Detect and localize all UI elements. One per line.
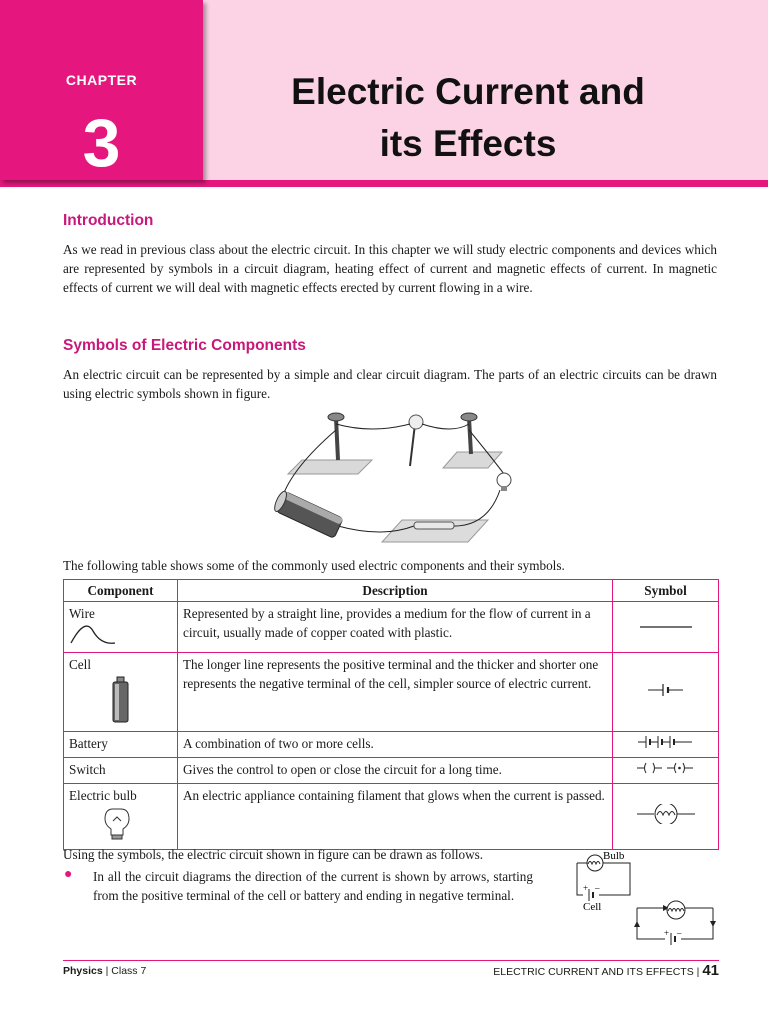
description-cell: A combination of two or more cells. <box>177 732 612 758</box>
footer-separator: | <box>105 965 112 977</box>
circuit-1-plus-label: + <box>583 883 589 893</box>
description-cell: Gives the control to open or close the circuit for a long time. <box>177 758 612 784</box>
footer-rule <box>63 960 719 961</box>
component-name: Cell <box>69 657 91 672</box>
table-row <box>64 602 719 653</box>
circuit-diagrams <box>555 843 725 945</box>
circuit-illustration <box>262 408 528 546</box>
arrow-icon <box>710 921 716 927</box>
wire <box>336 424 410 429</box>
description-cell: An electric appliance containing filament that glows when the current is passed. <box>177 784 612 850</box>
screw-right-head <box>461 413 477 421</box>
battery-symbol <box>636 735 696 749</box>
circuit-2-plus-label: + <box>664 928 670 938</box>
component-cell <box>64 653 178 732</box>
component-name: Electric bulb <box>69 788 137 803</box>
wire <box>422 424 469 429</box>
symbol-cell <box>613 784 719 850</box>
bulb-symbol <box>635 804 697 824</box>
component-cell <box>64 784 178 850</box>
symbol-cell <box>613 758 719 784</box>
components-table <box>63 579 719 850</box>
intro-heading: Introduction <box>63 212 154 229</box>
circuit-1-minus-label: – <box>595 883 600 893</box>
bulb-label: Bulb <box>603 850 625 862</box>
component-name: Wire <box>69 606 95 621</box>
intro-paragraph: As we read in previous class about the electric circuit. In this chapter we will study electric components and devices which are represented by symbols in a circuit diagram, heating effect of current and magnetic effects of current. In magnetic effects of current we will deal with magnetic effects erected by current flowing in a wire. <box>63 242 717 295</box>
bullet-point-icon: ● <box>64 867 73 882</box>
pin-head <box>409 415 423 429</box>
description-cell: The longer line represents the positive terminal and the thicker and shorter one represents the negative terminal of the cell, simpler source of electric current. <box>177 653 612 732</box>
symbol-cell <box>613 602 719 653</box>
chapter-title-line2: its Effects <box>379 123 557 164</box>
component-name: Switch <box>64 758 178 784</box>
wire-symbol <box>636 622 696 632</box>
switch-symbol <box>635 761 697 775</box>
bulb-holder-glass <box>414 522 454 529</box>
table-intro: The following table shows some of the commonly used electric components and their symbols. <box>63 558 565 573</box>
bulb-picture <box>69 805 169 841</box>
chapter-title-line1: Electric Current and <box>291 71 645 112</box>
symbols-paragraph: An electric circuit can be represented by a simple and clear circuit diagram. The parts of an electric circuits can be drawn using electric symbols shown in figure. <box>63 367 717 401</box>
arrow-icon <box>634 921 640 927</box>
page-number: 41 <box>702 962 719 979</box>
wire-picture <box>69 623 117 645</box>
switch-board-left <box>288 460 372 474</box>
circuit-bullet: In all the circuit diagrams the direction of the current is shown by arrows, starting from the positive terminal of the cell or battery and ending in negative terminal. <box>93 869 533 903</box>
battery-cell <box>272 490 343 539</box>
circuit-intro: Using the symbols, the electric circuit shown in figure can be drawn as follows. <box>63 847 484 862</box>
component-cell <box>64 602 178 653</box>
description-cell: Represented by a straight line, provides a medium for the flow of current in a circuit, usually made of copper coated with plastic. <box>177 602 612 653</box>
cell-label: Cell <box>583 901 602 913</box>
footer-chapter <box>493 962 719 979</box>
footer-separator: | <box>696 966 703 978</box>
header-component: Component <box>64 580 178 602</box>
table-row <box>64 653 719 732</box>
footer-subject <box>63 965 146 977</box>
table-header-row <box>64 580 719 602</box>
table-row <box>64 732 719 758</box>
symbols-heading: Symbols of Electric Components <box>63 337 306 354</box>
bulb <box>497 473 511 487</box>
header-symbol: Symbol <box>613 580 719 602</box>
chapter-number: 3 <box>82 105 121 181</box>
circuit-2-minus-label: – <box>677 928 682 938</box>
footer-chapter-title: ELECTRIC CURRENT AND ITS EFFECTS <box>493 966 694 978</box>
header-description: Description <box>177 580 612 602</box>
component-name: Battery <box>64 732 178 758</box>
screw-right <box>469 418 471 454</box>
chapter-label: CHAPTER <box>65 72 138 88</box>
footer-subject-name: Physics <box>63 965 103 977</box>
symbol-cell <box>613 653 719 732</box>
chapter-title <box>210 66 726 170</box>
footer-class: Class 7 <box>111 965 147 977</box>
screw-left-head <box>328 413 344 421</box>
table-row <box>64 784 719 850</box>
symbol-cell <box>613 732 719 758</box>
cell-picture <box>69 674 169 724</box>
cell-symbol <box>646 683 686 697</box>
pin <box>410 424 415 466</box>
chapter-box <box>0 0 203 180</box>
bulb-base <box>501 486 507 491</box>
table-row <box>64 758 719 784</box>
